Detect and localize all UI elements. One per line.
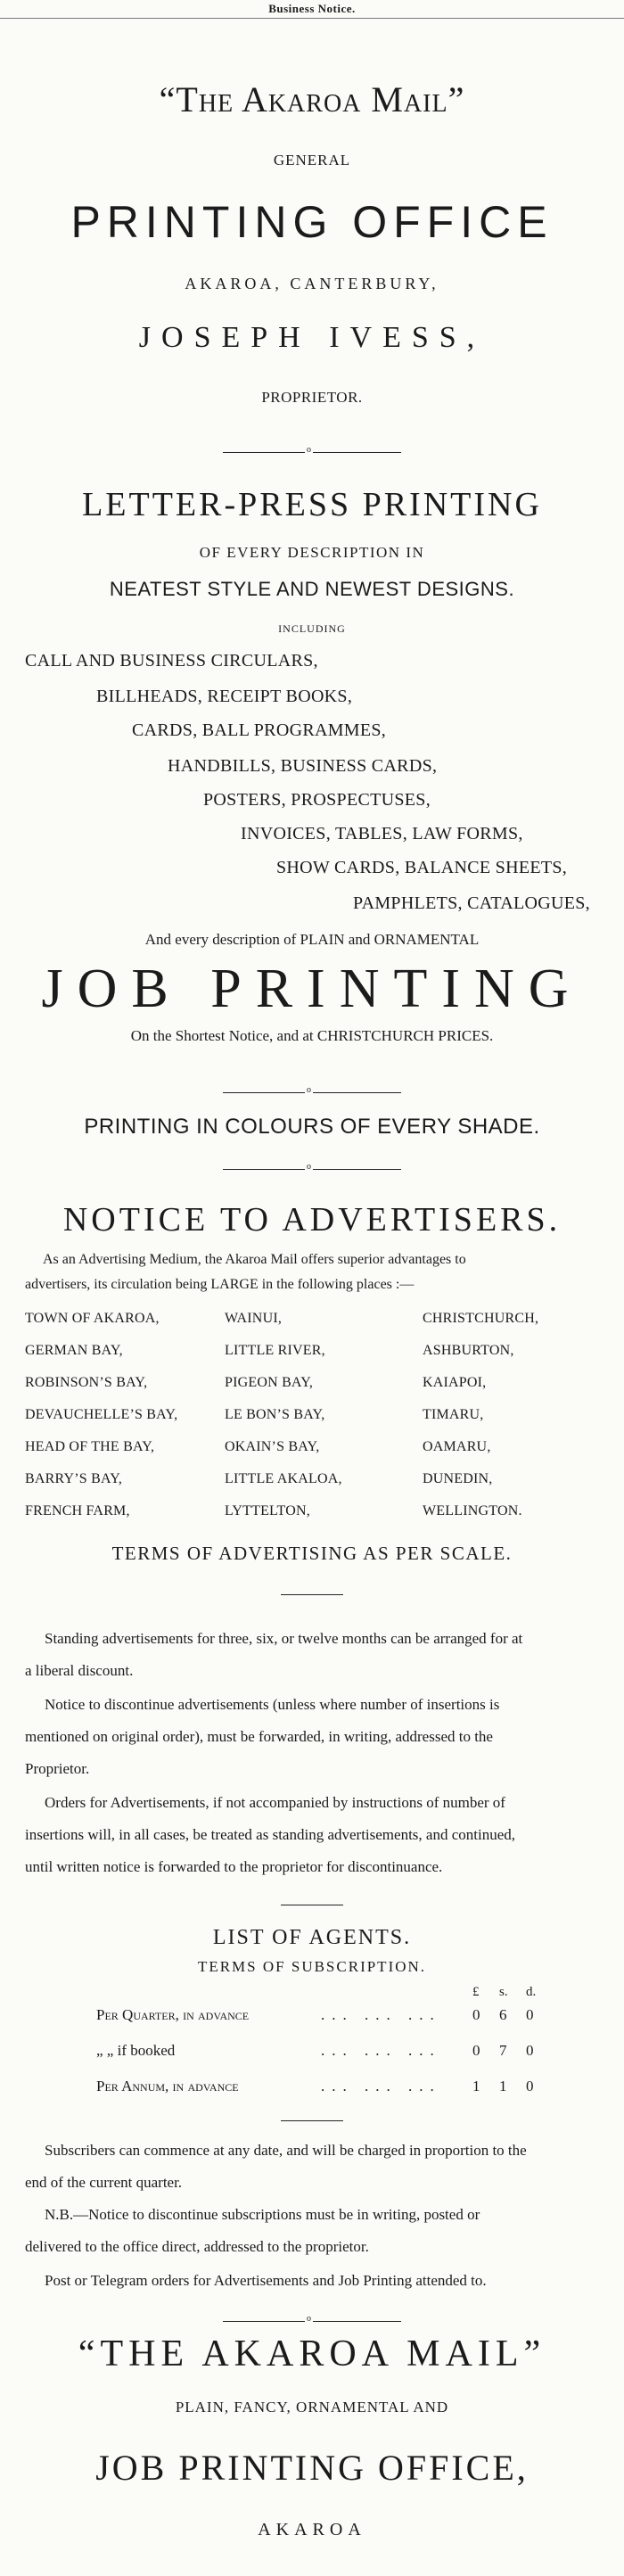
place-name: WAINUI, [225, 1311, 283, 1326]
service-line: HANDBILLS, BUSINESS CARDS, [168, 756, 438, 776]
letterpress-sub: OF EVERY DESCRIPTION IN [199, 544, 425, 561]
place-name: LYTTELTON, [225, 1503, 310, 1518]
place-name: FRENCH FARM, [25, 1503, 130, 1518]
place-name: LITTLE RIVER, [225, 1343, 325, 1358]
place-name: DUNEDIN, [423, 1471, 493, 1486]
place-name: CHRISTCHURCH, [423, 1311, 539, 1326]
proprietor-title: PROPRIETOR. [261, 389, 363, 406]
section-divider: o [223, 1165, 401, 1173]
place-name: GERMAN BAY, [25, 1343, 123, 1358]
short-rule [281, 1594, 343, 1595]
subscribers-paragraph: Subscribers can commence at any date, and will be charged in proportion to the end of the current quarter. [25, 2142, 527, 2191]
place-name: KAIAPOI, [423, 1375, 487, 1390]
service-line: BILLHEADS, RECEIPT BOOKS, [96, 687, 353, 706]
orders-paragraph: Orders for Advertisements, if not accompanied by instructions of number of insertions will, in all cases, be treated as standing advertisements, and continued, until written notice is forwarded to the proprietor for discontinuance. [25, 1794, 515, 1875]
advertisers-heading: NOTICE TO ADVERTISERS. [62, 1201, 562, 1239]
place-name: LE BON’S BAY, [225, 1407, 325, 1422]
service-line: PAMPHLETS, CATALOGUES, [353, 893, 590, 913]
place-name: OKAIN’S BAY, [225, 1439, 320, 1454]
footer-paper-name: “THE AKAROA MAIL” [78, 2333, 546, 2374]
place-name: PIGEON BAY, [225, 1375, 314, 1390]
rate-row: Per Quarter, in advance ... ... ... 0 6 0 [96, 2006, 534, 2023]
place-name: HEAD OF THE BAY, [25, 1439, 155, 1454]
colours-line: PRINTING IN COLOURS OF EVERY SHADE. [84, 1115, 540, 1139]
advertisers-intro: As an Advertising Medium, the Akaroa Mail offers superior advantages to [43, 1252, 466, 1267]
post-paragraph: Post or Telegram orders for Advertisements and Job Printing attended to. [45, 2272, 487, 2289]
job-printing-notice: On the Shortest Notice, and at CHRISTCHURCH PRICES. [130, 1027, 494, 1044]
section-divider: o [223, 2317, 401, 2325]
service-line: INVOICES, TABLES, LAW FORMS, [241, 824, 523, 844]
advertisers-intro: advertisers, its circulation being LARGE in the following places :— [25, 1277, 415, 1292]
place-name: TIMARU, [423, 1407, 484, 1422]
place-name: WELLINGTON. [423, 1503, 522, 1518]
page-header [0, 0, 624, 19]
subscription-heading: TERMS OF SUBSCRIPTION. [197, 1958, 427, 1975]
header-notice: Business Notice. [268, 2, 356, 15]
short-rule [281, 2120, 343, 2121]
standing-paragraph: Standing advertisements for three, six, or twelve months can be arranged for at a liberal discount. [25, 1630, 523, 1679]
service-line: POSTERS, PROSPECTUSES, [203, 790, 431, 810]
place-name: ROBINSON’S BAY, [25, 1375, 148, 1390]
place-name: LITTLE AKALOA, [225, 1471, 342, 1486]
place-name: TOWN OF AKAROA, [25, 1311, 160, 1326]
service-line: SHOW CARDS, BALANCE SHEETS, [276, 858, 568, 877]
footer-town: AKAROA [258, 2520, 366, 2539]
discontinue-paragraph: Notice to discontinue advertisements (unless where number of insertions is mentioned on original order), must be forwarded, in writing, addressed to the Proprietor. [25, 1696, 500, 1777]
footer-office-heading: JOB PRINTING OFFICE, [95, 2448, 529, 2488]
rate-row: Per Annum, in advance ... ... ... 1 1 0 [96, 2078, 534, 2095]
place-name: BARRY’S BAY, [25, 1471, 123, 1486]
rate-column-heads: £ s. d. [472, 1985, 537, 1999]
footer-plain-line: PLAIN, FANCY, ORNAMENTAL AND [175, 2399, 449, 2416]
section-divider: o [223, 1088, 401, 1097]
service-line: CALL AND BUSINESS CIRCULARS, [25, 651, 318, 671]
place-name: DEVAUCHELLE’S BAY, [25, 1407, 178, 1422]
letterpress-heading: LETTER-PRESS PRINTING [82, 486, 542, 523]
proprietor-name: JOSEPH IVESS, [138, 321, 486, 354]
general-label: GENERAL [273, 152, 351, 169]
service-line: CARDS, BALL PROGRAMMES, [132, 720, 387, 740]
nb-paragraph: N.B.—Notice to discontinue subscriptions must be in writing, posted or delivered to the office direct, addressed to the proprietor. [25, 2206, 480, 2255]
place-name: OAMARU, [423, 1439, 491, 1454]
every-description-line: And every description of PLAIN and ORNAMENTAL [144, 931, 480, 948]
rate-row: „ „ if booked ... ... ... 0 7 0 [96, 2042, 534, 2059]
printing-office-heading: PRINTING OFFICE [70, 197, 554, 247]
style-line: NEATEST STYLE AND NEWEST DESIGNS. [109, 578, 515, 600]
place-name: ASHBURTON, [423, 1343, 514, 1358]
agents-heading: LIST OF AGENTS. [212, 1926, 412, 1949]
including-label: INCLUDING [278, 622, 346, 635]
section-divider: o [223, 448, 401, 457]
location-line: AKAROA, CANTERBURY, [185, 275, 439, 292]
paper-name-heading: “The Akaroa Mail” [159, 79, 465, 119]
job-printing-heading: JOB PRINTING [41, 959, 583, 1019]
terms-line: TERMS OF ADVERTISING AS PER SCALE. [111, 1543, 513, 1564]
